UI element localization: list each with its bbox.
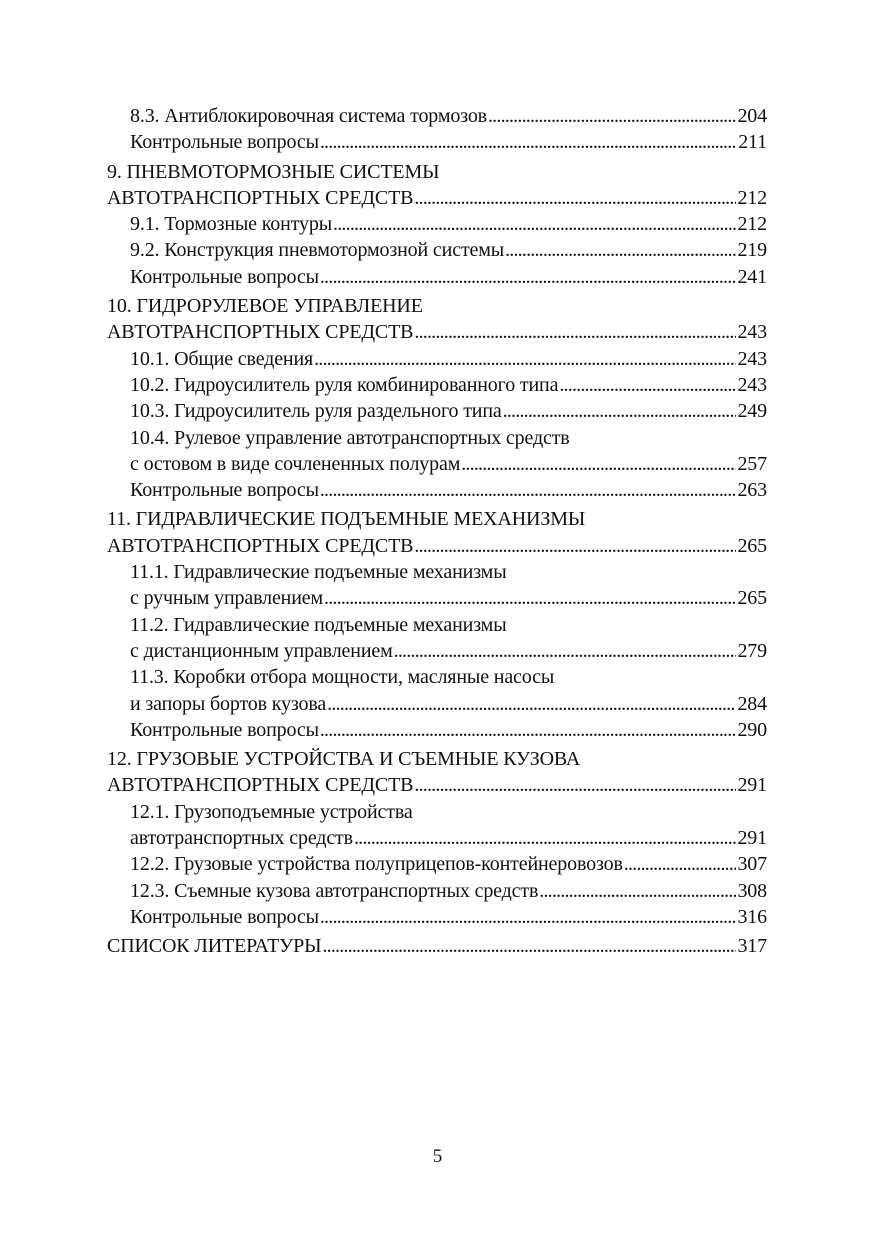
toc-entry[interactable] xyxy=(107,129,767,155)
toc-entry-title-line: с остовом в виде сочлененных полурам xyxy=(130,452,461,475)
toc-entry-last-line xyxy=(130,372,767,398)
toc-page-number: 291 xyxy=(737,774,767,797)
toc-entry-last-line xyxy=(107,185,767,211)
dot-leader xyxy=(314,346,736,372)
toc-entry[interactable] xyxy=(107,237,767,263)
toc-entry-title-line: Контрольные вопросы xyxy=(130,131,319,154)
toc-entry-last-line xyxy=(130,451,767,477)
toc-entry-title-line: 9.1. Тормозные контуры xyxy=(130,213,333,236)
dot-leader xyxy=(559,372,736,398)
toc-entry-title-line: 11.3. Коробки отбора мощности, масляные насосы xyxy=(130,666,555,689)
toc-entry-title-line: СПИСОК ЛИТЕРАТУРЫ xyxy=(107,935,322,958)
toc-entry[interactable] xyxy=(107,425,767,478)
toc-entry-last-line xyxy=(130,103,767,129)
toc-entry-title-line: Контрольные вопросы xyxy=(130,718,319,741)
toc-entry-title-line: 11.1. Гидравлические подъемные механизмы xyxy=(130,561,507,584)
toc-entry[interactable] xyxy=(107,398,767,424)
toc-entry-title-line: 12.2. Грузовые устройства полуприцепов-контейнеровозов xyxy=(130,853,623,876)
toc-entry-title-line: Контрольные вопросы xyxy=(130,905,319,928)
toc-entry[interactable] xyxy=(107,159,767,212)
toc-entry-title-line: 8.3. Антиблокировочная система тормозов xyxy=(130,105,487,127)
toc-entry-title-line: АВТОТРАНСПОРТНЫХ СРЕДСТВ xyxy=(107,774,414,797)
toc-entry-title-line: автотранспортных средств xyxy=(130,827,353,850)
toc-entry-last-line xyxy=(130,477,767,503)
dot-leader xyxy=(320,129,737,155)
toc-page-number: 317 xyxy=(737,935,767,958)
toc-entry-last-line xyxy=(130,264,767,290)
dot-leader xyxy=(414,319,736,345)
toc-page-number: 212 xyxy=(737,186,767,209)
toc-entry-title-line: 12. ГРУЗОВЫЕ УСТРОЙСТВА И СЪЕМНЫЕ КУЗОВА xyxy=(107,748,581,771)
toc-entry-title-line: 12.1. Грузоподъемные устройства xyxy=(130,800,413,823)
toc-page-number: 308 xyxy=(737,879,767,902)
toc-page-number: 307 xyxy=(737,853,767,876)
dot-leader xyxy=(461,451,736,477)
toc-entry-title-line: с дистанционным управлением xyxy=(130,639,393,662)
toc-entry[interactable] xyxy=(107,372,767,398)
toc-entry-title-line: Контрольные вопросы xyxy=(130,479,319,502)
toc-entry-last-line xyxy=(130,638,767,664)
dot-leader xyxy=(503,398,737,424)
dot-leader xyxy=(324,585,736,611)
toc-entry[interactable] xyxy=(107,559,767,612)
dot-leader xyxy=(320,717,737,743)
toc-entry-title-line: 10. ГИДРОРУЛЕВОЕ УПРАВЛЕНИЕ xyxy=(107,295,423,318)
toc-entry[interactable] xyxy=(107,746,767,799)
toc-entry-title-line: 11. ГИДРАВЛИЧЕСКИЕ ПОДЪЕМНЫЕ МЕХАНИЗМЫ xyxy=(107,508,586,531)
toc-entry[interactable] xyxy=(107,799,767,852)
toc-page-number: 243 xyxy=(737,373,767,396)
toc-entry[interactable] xyxy=(107,346,767,372)
toc-entry-title-line: 10.1. Общие сведения xyxy=(130,347,314,370)
toc-entry-last-line xyxy=(130,211,767,237)
toc-entry[interactable] xyxy=(107,506,767,559)
toc-entry-title-line: 9. ПНЕВМОТОРМОЗНЫЕ СИСТЕМЫ xyxy=(107,160,440,183)
toc-page-number: 243 xyxy=(737,321,767,344)
dot-leader xyxy=(624,851,737,877)
toc-page-number: 284 xyxy=(737,692,767,715)
dot-leader xyxy=(320,904,737,930)
toc-entry-title-line: 10.2. Гидроусилитель руля комбинированного типа xyxy=(130,373,559,396)
toc-entry-last-line xyxy=(107,533,767,559)
toc-entry-last-line xyxy=(130,237,767,263)
toc-entry-last-line xyxy=(130,691,767,717)
toc-entry-title-line: 12.3. Съемные кузова автотранспортных средств xyxy=(130,879,539,902)
toc-entry-title-line: 10.3. Гидроусилитель руля раздельного типа xyxy=(130,400,502,423)
toc-page-number: 241 xyxy=(737,265,767,288)
toc-entry-title-line: с ручным управлением xyxy=(130,587,324,610)
toc-entry-last-line xyxy=(107,933,767,959)
dot-leader xyxy=(394,638,737,664)
toc-entry-title-line: АВТОТРАНСПОРТНЫХ СРЕДСТВ xyxy=(107,534,414,557)
dot-leader xyxy=(488,103,736,129)
toc-entry[interactable] xyxy=(107,293,767,346)
toc-entry-last-line xyxy=(130,825,767,851)
toc-page-number: 249 xyxy=(737,400,767,423)
toc-page-number: 290 xyxy=(737,718,767,741)
toc-entry-title-line: АВТОТРАНСПОРТНЫХ СРЕДСТВ xyxy=(107,321,414,344)
dot-leader xyxy=(333,211,736,237)
toc-entry[interactable] xyxy=(107,851,767,877)
toc-page-number: 211 xyxy=(738,131,767,154)
toc-page-number: 291 xyxy=(737,827,767,850)
toc-page-number: 219 xyxy=(737,239,767,262)
dot-leader xyxy=(414,772,736,798)
dot-leader xyxy=(505,237,736,263)
toc-page-number: 243 xyxy=(737,347,767,370)
toc-entry[interactable] xyxy=(107,717,767,743)
dot-leader xyxy=(322,933,736,959)
dot-leader xyxy=(320,477,737,503)
toc-entry[interactable] xyxy=(107,103,767,129)
toc-entry[interactable] xyxy=(107,933,767,959)
toc-entry-title-line: 9.2. Конструкция пневмотормозной системы xyxy=(130,239,505,262)
toc-entry-last-line xyxy=(130,585,767,611)
page-number: 5 xyxy=(432,1146,443,1167)
toc-entry-title-line: 11.2. Гидравлические подъемные механизмы xyxy=(130,613,507,636)
toc-entry-last-line xyxy=(107,772,767,798)
toc-entry[interactable] xyxy=(107,904,767,930)
dot-leader xyxy=(414,185,736,211)
toc-entry[interactable] xyxy=(107,878,767,904)
toc-page-number: 265 xyxy=(737,534,767,557)
table-of-contents xyxy=(107,103,767,960)
toc-entry-title-line: 10.4. Рулевое управление автотранспортных средств xyxy=(130,426,570,449)
toc-page-number: 279 xyxy=(737,639,767,662)
toc-entry-last-line xyxy=(130,904,767,930)
toc-entry-last-line xyxy=(130,346,767,372)
toc-entry-last-line xyxy=(130,398,767,424)
dot-leader xyxy=(320,264,737,290)
toc-entry-title-line: Контрольные вопросы xyxy=(130,265,319,288)
toc-page-number: 212 xyxy=(737,213,767,236)
dot-leader xyxy=(414,533,736,559)
toc-entry-last-line xyxy=(107,319,767,345)
dot-leader xyxy=(327,691,736,717)
toc-entry-title-line: и запоры бортов кузова xyxy=(130,692,327,715)
toc-page-number: 204 xyxy=(737,105,767,127)
toc-page-number: 316 xyxy=(737,905,767,928)
toc-entry-last-line xyxy=(130,878,767,904)
toc-entry[interactable] xyxy=(107,612,767,665)
dot-leader xyxy=(539,878,736,904)
toc-entry[interactable] xyxy=(107,477,767,503)
toc-entry-last-line xyxy=(130,129,767,155)
toc-entry[interactable] xyxy=(107,664,767,717)
toc-page-number: 257 xyxy=(737,452,767,475)
toc-entry-last-line xyxy=(130,717,767,743)
toc-page-number: 265 xyxy=(737,587,767,610)
toc-page-number: 263 xyxy=(737,479,767,502)
dot-leader xyxy=(354,825,737,851)
toc-entry-last-line xyxy=(130,851,767,877)
toc-entry[interactable] xyxy=(107,211,767,237)
toc-entry[interactable] xyxy=(107,264,767,290)
toc-entry-title-line: АВТОТРАНСПОРТНЫХ СРЕДСТВ xyxy=(107,186,414,209)
